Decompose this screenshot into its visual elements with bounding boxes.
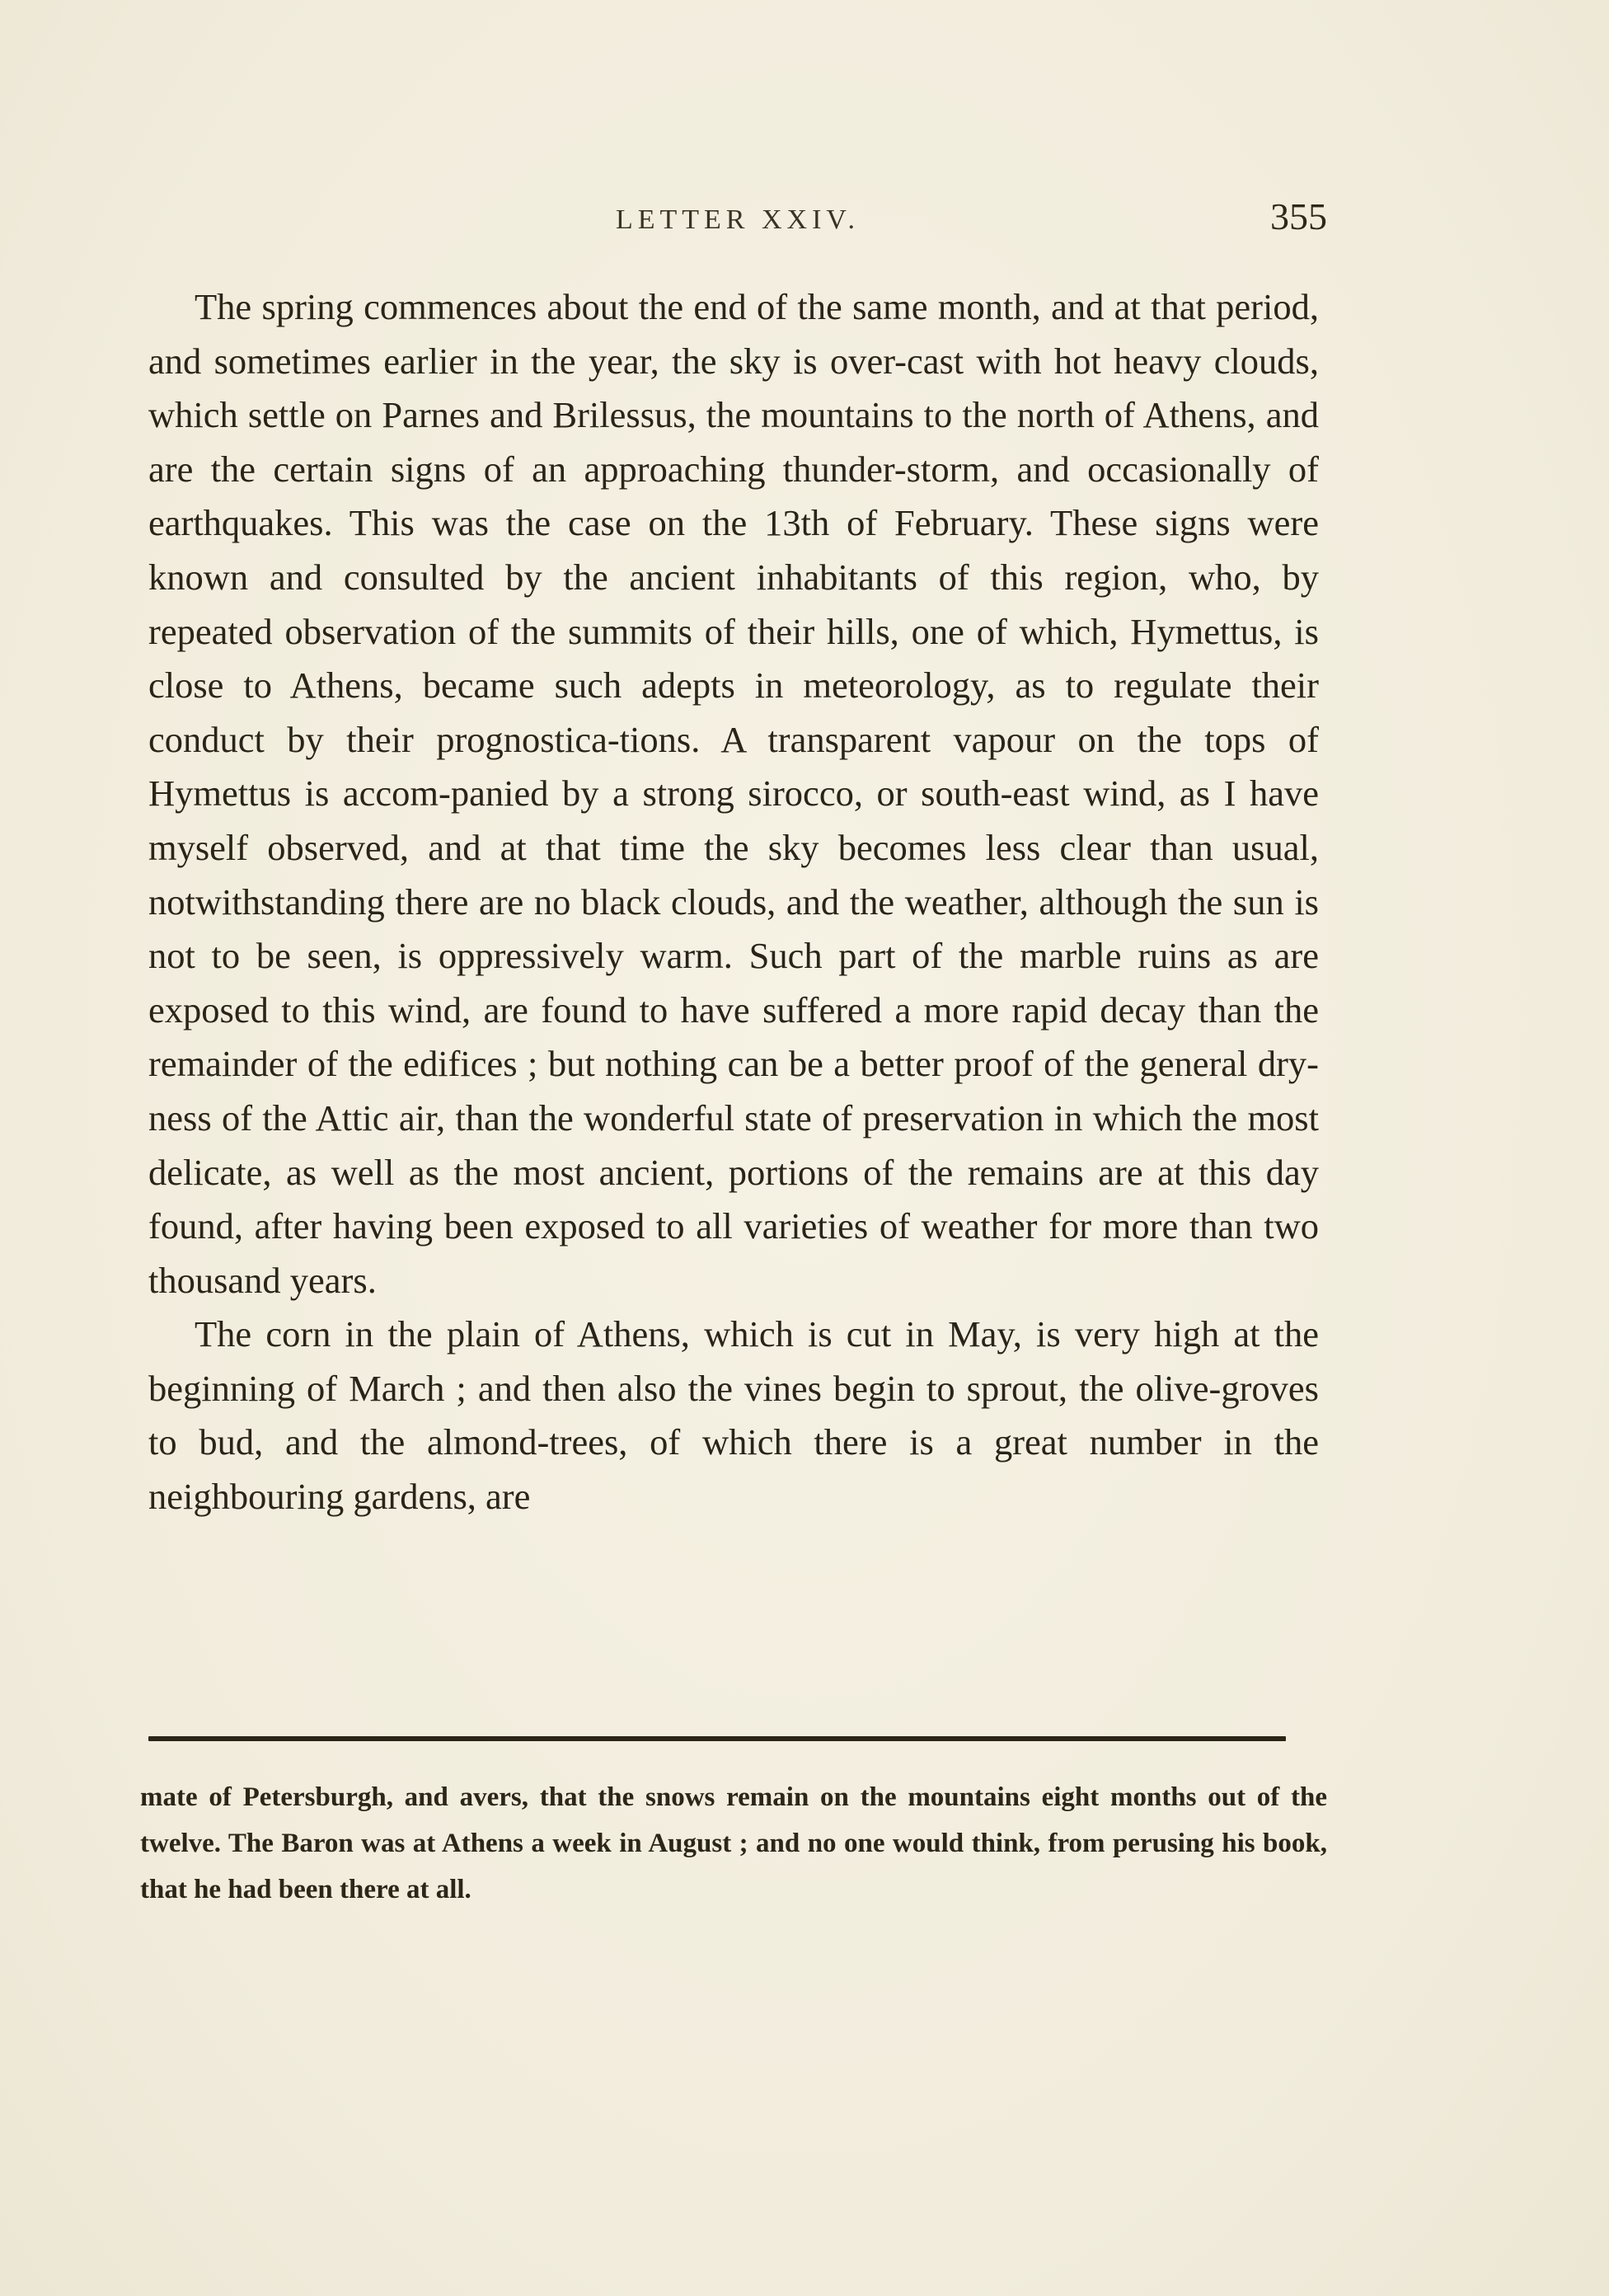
- page-number: 355: [1270, 195, 1327, 237]
- running-title: LETTER XXIV.: [615, 204, 861, 235]
- running-head: [148, 195, 1327, 244]
- main-text: [148, 280, 1319, 1524]
- footnote: [140, 1774, 1327, 1913]
- body-paragraph: The corn in the plain of Athens, which is cut in May, is very high at the beginning of March ; and then also the vines begin to sprout, the olive-groves to bud, and the almond-trees, of which there is a great number in the neighbouring gardens, are: [148, 1313, 1319, 1518]
- footnote-text: mate of Petersburgh, and avers, that the snows remain on the mountains eight months out of the twelve. The Baron was at Athens a week in August ; and no one would think, from perusing his book, that he had been there at all.: [140, 1782, 1327, 1904]
- footnote-rule: [148, 1736, 1286, 1741]
- body-paragraph: The spring commences about the end of the same month, and at that period, and sometimes earlier in the year, the sky is over-cast with hot heavy clouds, which settle on Parnes and Brilessus, the mountains to the north of Athens, and are the certain signs of an approaching thunder-storm, and occasionally of earthquakes. This was the case on the 13th of February. These signs were known and consulted by the ancient inhabitants of this region, who, by repeated observation of the summits of their hills, one of which, Hymettus, is close to Athens, became such adepts in meteorology, as to regulate their conduct by their prognostica-tions. A transparent vapour on the tops of Hymettus is accom-panied by a strong sirocco, or south-east wind, as I have myself observed, and at that time the sky becomes less clear than usual, notwithstanding there are no black clouds, and the weather, although the sun is not to be seen, is oppressively warm. Such part of the marble ruins as are exposed to this wind, are found to have suffered a more rapid decay than the remainder of the edifices ; but nothing can be a better proof of the general dry-ness of the Attic air, than the wonderful state of preservation in which the most delicate, as well as the most ancient, portions of the remains are at this day found, after having been exposed to all varieties of weather for more than two thousand years.: [148, 286, 1319, 1301]
